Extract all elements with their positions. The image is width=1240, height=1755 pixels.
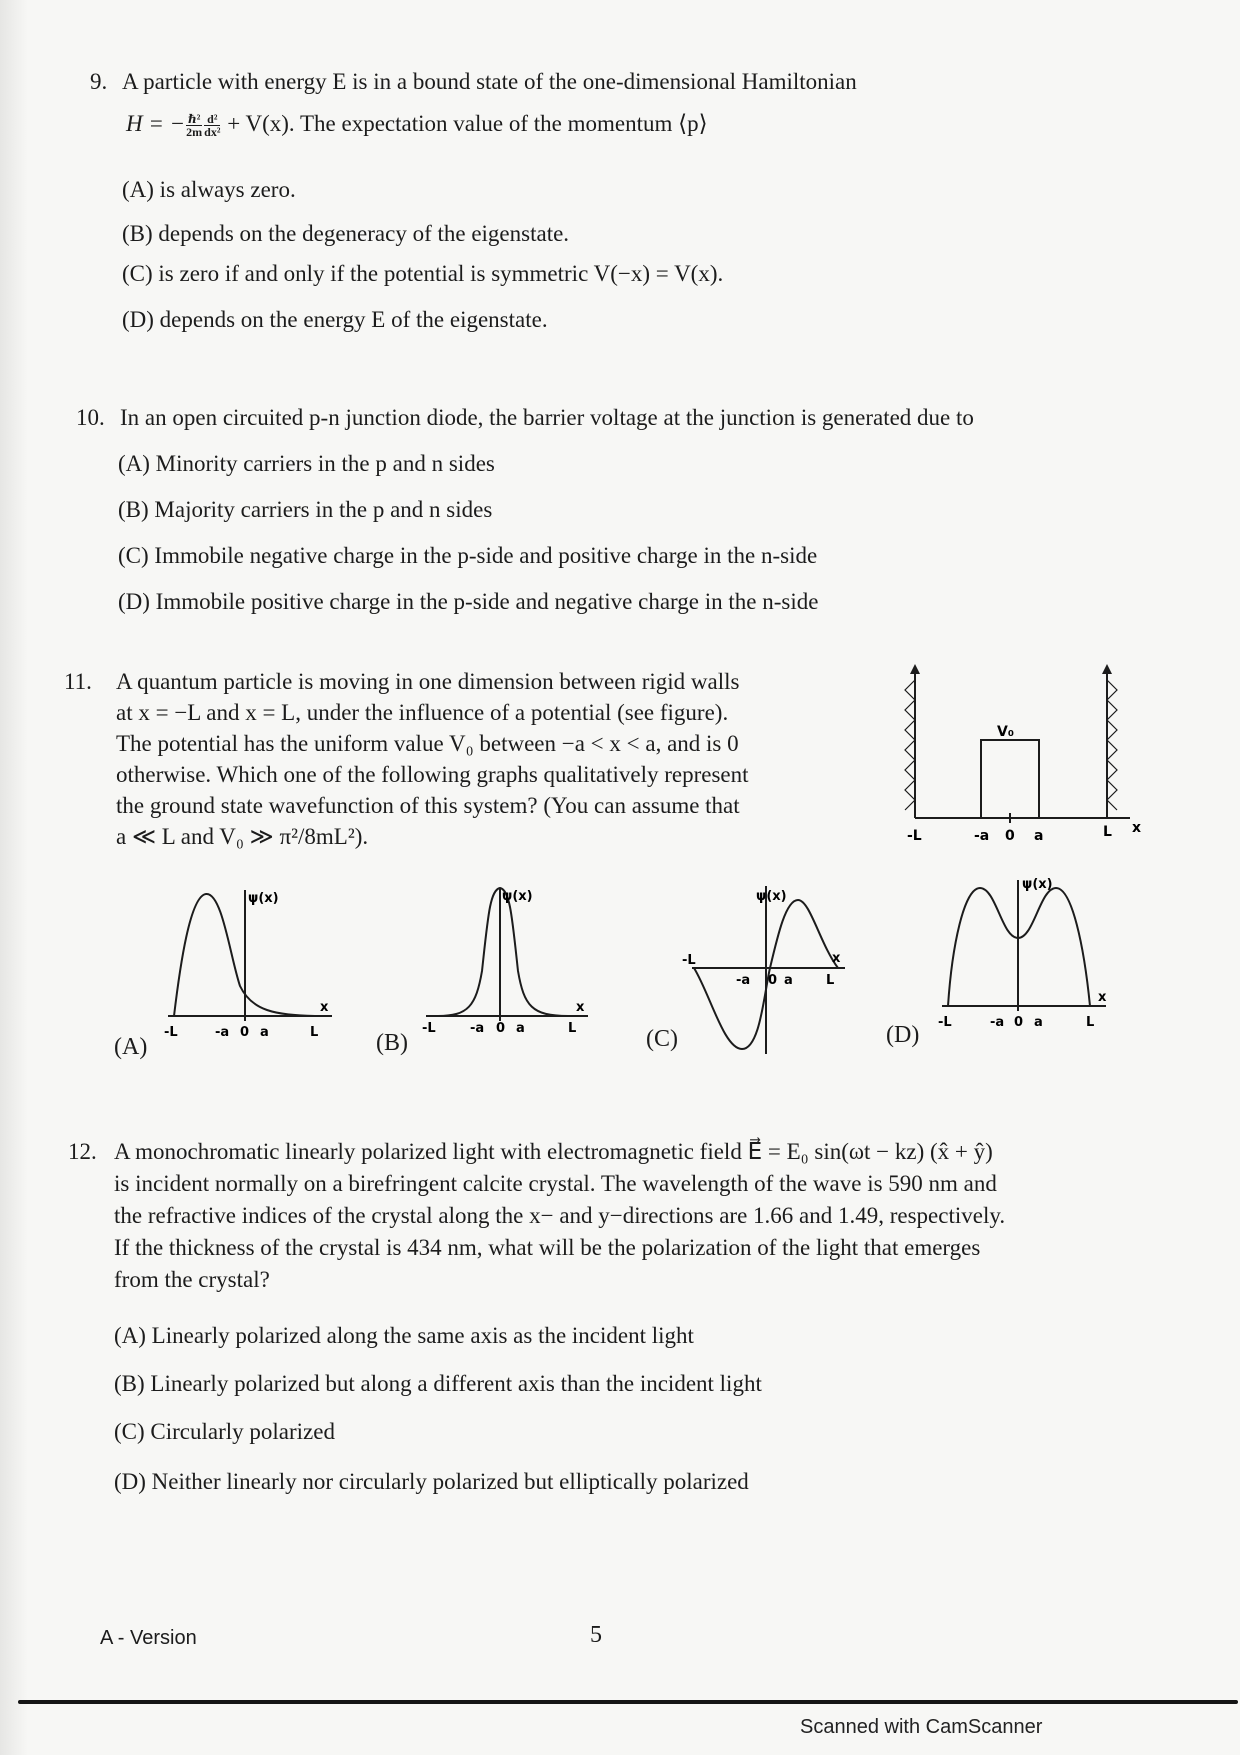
page-edge-shadow [0, 0, 28, 1755]
psi-label: ψ(x) [502, 889, 533, 904]
graph-d-label[interactable]: (D) [886, 1022, 920, 1048]
tick-label-zero: 0 [240, 1025, 250, 1040]
graph-a-label[interactable]: (A) [114, 1034, 148, 1060]
h-prefix: H = − [126, 111, 186, 136]
tick-label-l: L [826, 973, 835, 988]
tick-label-minus-l: -L [907, 828, 922, 844]
question-10 [76, 402, 1176, 622]
tick-label-minus-a: -a [215, 1025, 230, 1040]
option-c[interactable]: (C) Circularly polarized [114, 1419, 335, 1444]
option-d[interactable]: (D) depends on the energy E of the eigenstate. [122, 307, 548, 332]
question-9 [90, 66, 1140, 346]
tick-label-minus-l: -L [938, 1015, 952, 1030]
stem-line: The potential has the uniform value V₀ between −a < x < a, and is 0 [116, 731, 739, 756]
tick-label-a: a [784, 973, 793, 988]
x-axis-label: x [1132, 820, 1142, 836]
graph-b[interactable] [418, 876, 598, 1046]
stem-line: at x = −L and x = L, under the influence of a potential (see figure). [116, 700, 729, 725]
x-axis-label: x [832, 951, 841, 966]
stem-line: A monochromatic linearly polarized light with electromagnetic field E⃗ = E₀ sin(ωt − kz) (x̂ + ŷ) [114, 1139, 993, 1164]
hbar-fraction: $\frac{\text{ℏ²}}{2m}$ [186, 112, 203, 140]
left-wall-hatch [905, 680, 915, 810]
tick-label-zero: 0 [1005, 828, 1015, 844]
x-axis-label: x [1098, 990, 1107, 1005]
hamiltonian-equation [126, 108, 708, 139]
psi-label: ψ(x) [1022, 877, 1053, 892]
stem-line: a ≪ L and V₀ ≫ π²/8mL²). [116, 824, 369, 849]
question-stem [122, 66, 857, 97]
question-stem: In an open circuited p-n junction diode, the barrier voltage at the junction is generated due to [120, 405, 974, 430]
tick-label-minus-l: -L [422, 1021, 436, 1036]
option-a[interactable]: (A) Minority carriers in the p and n sides [118, 451, 495, 476]
right-wall-hatch [1107, 680, 1117, 810]
tick-label-zero: 0 [496, 1021, 506, 1036]
tick-label-a: a [1034, 1015, 1043, 1030]
tick-label-a: a [260, 1025, 269, 1040]
tick-label-zero: 0 [768, 973, 778, 988]
option-b[interactable]: (B) Majority carriers in the p and n sides [118, 497, 493, 522]
question-number: 12. [68, 1139, 97, 1164]
tick-label-l: L [310, 1025, 319, 1040]
tick-label-minus-a: -a [470, 1021, 485, 1036]
tick-label-minus-a: -a [974, 828, 990, 844]
barrier-label: V₀ [997, 724, 1014, 740]
tick-label-minus-a: -a [990, 1015, 1005, 1030]
question-number: 10. [76, 405, 105, 430]
psi-label: ψ(x) [248, 891, 279, 906]
tick-label-minus-l: -L [682, 953, 696, 968]
left-wall-arrow [910, 664, 920, 674]
tick-label-l: L [568, 1021, 577, 1036]
question-number: 11. [64, 669, 92, 694]
stem-line: is incident normally on a birefringent calcite crystal. The wavelength of the wave is 590 nm and [114, 1171, 997, 1196]
x-axis-label: x [576, 1000, 585, 1015]
tick-label-minus-l: -L [164, 1025, 178, 1040]
version-label: A - Version [100, 1627, 197, 1649]
psi-label: ψ(x) [756, 889, 787, 904]
graph-c-label[interactable]: (C) [646, 1026, 678, 1052]
stem-line: the refractive indices of the crystal along the x− and y−directions are 1.66 and 1.49, respectively. [114, 1203, 1006, 1228]
stem-line-2: + V(x). The expectation value of the momentum ⟨p⟩ [227, 111, 708, 136]
stem-line: If the thickness of the crystal is 434 nm, what will be the polarization of the light that emerges [114, 1235, 981, 1260]
option-a[interactable]: (A) Linearly polarized along the same axis as the incident light [114, 1323, 694, 1348]
question-stem [116, 666, 916, 852]
page-number: 5 [590, 1622, 602, 1648]
tick-label-a: a [1034, 828, 1044, 844]
option-b[interactable]: (B) Linearly polarized but along a different axis than the incident light [114, 1371, 762, 1396]
tick-label-zero: 0 [1014, 1015, 1024, 1030]
graph-d[interactable] [930, 866, 1120, 1036]
option-a[interactable]: (A) is always zero. [122, 177, 296, 202]
tick-label-a: a [516, 1021, 525, 1036]
right-wall-arrow [1102, 664, 1112, 674]
tick-label-l: L [1103, 824, 1112, 840]
scanner-watermark: Scanned with CamScanner [800, 1716, 1043, 1738]
potential-figure [885, 660, 1145, 845]
stem-line: the ground state wavefunction of this system? (You can assume that [116, 793, 740, 818]
potential-curve [915, 740, 1107, 818]
stem-line-1: A particle with energy E is in a bound state of the one-dimensional Hamiltonian [122, 69, 857, 94]
stem-line: from the crystal? [114, 1267, 270, 1292]
wavefunction-curve [438, 888, 568, 1016]
graph-c[interactable] [680, 874, 860, 1074]
option-c[interactable]: (C) is zero if and only if the potential is symmetric V(−x) = V(x). [122, 261, 724, 286]
option-d[interactable]: (D) Neither linearly nor circularly polarized but elliptically polarized [114, 1469, 749, 1494]
question-number: 9. [90, 69, 108, 94]
graph-b-label[interactable]: (B) [376, 1030, 408, 1056]
x-axis-label: x [320, 1000, 329, 1015]
stem-line: otherwise. Which one of the following graphs qualitatively represent [116, 762, 749, 787]
option-c[interactable]: (C) Immobile negative charge in the p-side and positive charge in the n-side [118, 543, 818, 568]
question-stem [114, 1136, 1178, 1296]
tick-label-minus-a: -a [736, 973, 751, 988]
option-d[interactable]: (D) Immobile positive charge in the p-side and negative charge in the n-side [118, 589, 819, 614]
footer-rule [18, 1700, 1238, 1704]
graph-a[interactable] [160, 876, 340, 1046]
derivative-fraction: $\frac{\text{d²}}{\text{dx²}}$ [204, 112, 221, 140]
stem-line: A quantum particle is moving in one dimension between rigid walls [116, 669, 740, 694]
tick-label-l: L [1086, 1015, 1095, 1030]
question-12 [68, 1136, 1178, 1516]
option-b[interactable]: (B) depends on the degeneracy of the eigenstate. [122, 221, 570, 246]
